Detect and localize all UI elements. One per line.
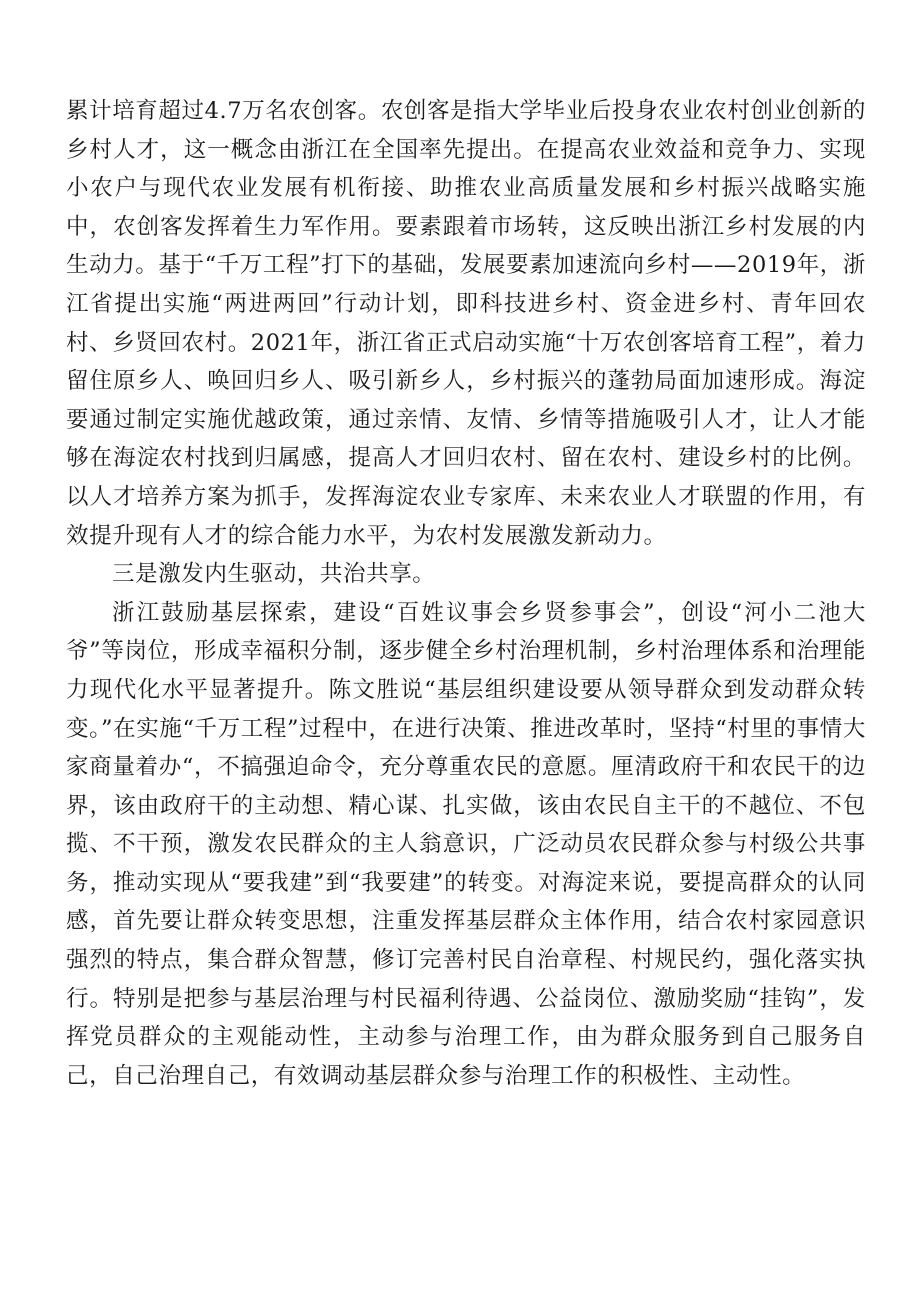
document-body [66,92,866,1095]
paragraph-grassroots-governance: 浙江鼓励基层探索，建设“百姓议事会乡贤参事会”，创设“河小二池大爷”等岗位，形成幸福积分制，逐步健全乡村治理机制，乡村治理体系和治理能力现代化水平显著提升。陈文胜说“基层组织建设要从领导群众到发动群众转变。”在实施“千万工程”过程中，在进行决策、推进改革时，坚持“村里的事情大家商量着办“，不搞强迫命令，充分尊重农民的意愿。厘清政府干和农民干的边界，该由政府干的主动想、精心谋、扎实做，该由农民自主干的不越位、不包揽、不干预，激发农民群众的主人翁意识，广泛动员农民群众参与村级公共事务，推动实现从“要我建”到“我要建”的转变。对海淀来说，要提高群众的认同感，首先要让群众转变思想，注重发挥基层群众主体作用，结合农村家园意识强烈的特点，集合群众智慧，修订完善村民自治章程、村规民约，强化落实执行。特别是把参与基层治理与村民福利待遇、公益岗位、激励奖励“挂钩”，发挥党员群众的主观能动性，主动参与治理工作，由为群众服务到自己服务自己，自己治理自己，有效调动基层群众参与治理工作的积极性、主动性。 [66,599,866,1089]
paragraph-talent-cultivation: 累计培育超过4.7万名农创客。农创客是指大学毕业后投身农业农村创业创新的乡村人才，这一概念由浙江在全国率先提出。在提高农业效益和竞争力、实现小农户与现代农业发展有机衔接、助推农业高质量发展和乡村振兴战略实施中，农创客发挥着生力军作用。要素跟着市场转，这反映出浙江乡村发展的内生动力。基于“千万工程”打下的基础，发展要素加速流向乡村——2019年，浙江省提出实施“两进两回”行动计划，即科技进乡村、资金进乡村、青年回农村、乡贤回农村。2021年，浙江省正式启动实施“十万农创客培育工程”，着力留住原乡人、唤回归乡人、吸引新乡人，乡村振兴的蓬勃局面加速形成。海淀要通过制定实施优越政策，通过亲情、友情、乡情等措施吸引人才，让人才能够在海淀农村找到归属感，提高人才回归农村、留在农村、建设乡村的比例。以人才培养方案为抓手，发挥海淀农业专家库、未来农业人才联盟的作用，有效提升现有人才的综合能力水平，为农村发展激发新动力。 [66,98,866,549]
paragraph-heading-co-governance: 三是激发内生驱动，共治共享。 [112,561,436,588]
